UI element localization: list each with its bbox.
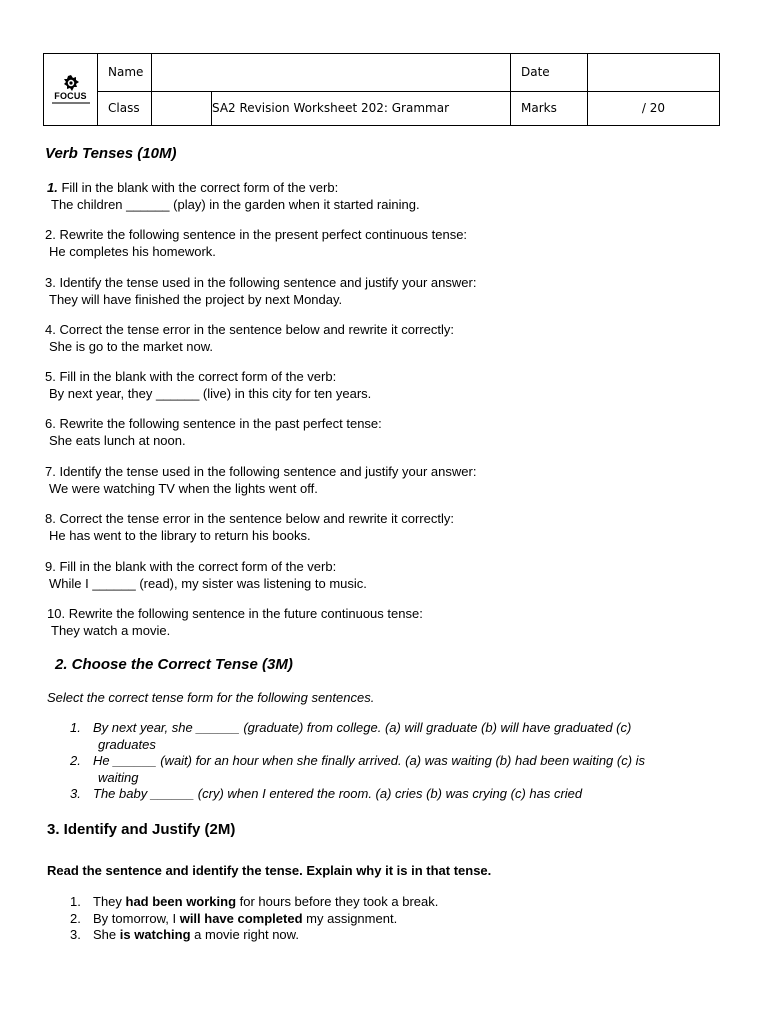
section2-heading: 2. Choose the Correct Tense (3M)	[55, 656, 293, 673]
item-text-continued: graduates	[98, 736, 156, 752]
section3-instructions: Read the sentence and identify the tense. Explain why it is in that tense.	[47, 863, 492, 878]
item-highlight: had been working	[125, 894, 237, 909]
logo-tagline	[52, 102, 90, 104]
question-sentence: While I ______ (read), my sister was listening to music.	[49, 576, 367, 591]
item-text-before: By tomorrow, I	[93, 910, 180, 926]
question-1	[47, 179, 420, 213]
question-3	[45, 274, 476, 308]
class-label: Class	[98, 91, 152, 125]
question-number: 2.	[45, 227, 56, 242]
item-number: 1.	[70, 720, 81, 735]
question-prompt: Fill in the blank with the correct form of the verb:	[59, 369, 337, 384]
question-sentence: She eats lunch at noon.	[49, 433, 186, 448]
item-text-after: a movie right now.	[190, 927, 299, 942]
question-prompt: Rewrite the following sentence in the present perfect continuous tense:	[59, 227, 468, 242]
section2-instructions: Select the correct tense form for the following sentences.	[47, 690, 375, 705]
question-prompt: Correct the tense error in the sentence below and rewrite it correctly:	[59, 322, 454, 337]
item-number: 3.	[70, 927, 81, 942]
list-item	[47, 720, 707, 753]
name-field[interactable]	[152, 54, 511, 92]
question-sentence: They will have finished the project by next Monday.	[49, 292, 343, 307]
question-sentence: We were watching TV when the lights went off.	[49, 481, 318, 496]
item-text: By next year, she ______ (graduate) from college. (a) will graduate (b) will have graduated (c)	[93, 720, 632, 735]
question-sentence: He completes his homework.	[49, 244, 216, 259]
question-number: 8.	[45, 511, 56, 526]
question-9	[45, 558, 367, 592]
item-number: 2.	[70, 753, 81, 768]
question-sentence: They watch a movie.	[51, 623, 171, 638]
logo-cell	[44, 54, 98, 126]
question-6	[45, 415, 382, 449]
marks-label: Marks	[511, 91, 588, 125]
question-number: 4.	[45, 322, 56, 337]
question-10	[47, 605, 423, 639]
item-text-after: my assignment.	[302, 910, 398, 926]
question-number: 5.	[45, 369, 56, 384]
worksheet-title: SA2 Revision Worksheet 202: Grammar	[212, 91, 511, 125]
marks-value: / 20	[588, 91, 720, 125]
item-text-continued: waiting	[98, 769, 139, 785]
list-item	[47, 911, 707, 928]
class-field[interactable]	[152, 91, 212, 125]
section3-list	[47, 894, 707, 944]
item-text-before: They	[93, 894, 126, 909]
question-prompt: Fill in the blank with the correct form of the verb:	[59, 559, 337, 574]
question-2	[45, 226, 467, 260]
question-sentence: He has went to the library to return his books.	[49, 528, 311, 543]
item-number: 3.	[70, 786, 81, 801]
question-number: 6.	[45, 416, 56, 431]
question-prompt: Correct the tense error in the sentence below and rewrite it correctly:	[59, 511, 454, 526]
section3-heading: 3. Identify and Justify (2M)	[47, 821, 236, 838]
question-number: 9.	[45, 559, 56, 574]
question-number: 1.	[47, 180, 58, 195]
item-text-before: She	[93, 927, 120, 942]
name-label: Name	[98, 54, 152, 92]
date-field[interactable]	[588, 54, 720, 92]
logo-wordmark: FOCUS	[54, 91, 87, 101]
section1-heading: Verb Tenses (10M)	[45, 145, 177, 162]
question-5	[45, 368, 371, 402]
item-number: 2.	[70, 910, 81, 926]
question-7	[45, 463, 476, 497]
school-logo	[50, 75, 92, 104]
item-text-after: for hours before they took a break.	[236, 894, 439, 909]
question-sentence: The children ______ (play) in the garden when it started raining.	[51, 197, 420, 212]
question-sentence: She is go to the market now.	[49, 339, 214, 354]
focus-gear-logo-icon	[63, 75, 79, 91]
question-number: 10.	[47, 606, 66, 621]
item-text: The baby ______ (cry) when I entered the room. (a) cries (b) was crying (c) has cried	[93, 786, 583, 801]
question-number: 3.	[45, 275, 56, 290]
item-highlight: is watching	[119, 927, 191, 942]
list-item	[47, 894, 707, 911]
question-4	[45, 321, 454, 355]
item-text: He ______ (wait) for an hour when she finally arrived. (a) was waiting (b) had been waiting (c) is	[93, 753, 646, 768]
header-table	[43, 53, 720, 126]
list-item	[47, 753, 707, 786]
question-prompt: Identify the tense used in the following sentence and justify your answer:	[59, 464, 477, 479]
list-item	[47, 786, 707, 803]
question-prompt: Identify the tense used in the following sentence and justify your answer:	[59, 275, 477, 290]
question-prompt: Rewrite the following sentence in the future continuous tense:	[68, 606, 423, 621]
section2-list	[47, 720, 707, 803]
item-number: 1.	[70, 894, 81, 909]
question-sentence: By next year, they ______ (live) in this city for ten years.	[49, 386, 372, 401]
list-item	[47, 927, 707, 944]
item-highlight: will have completed	[179, 910, 303, 926]
date-label: Date	[511, 54, 588, 92]
question-prompt: Rewrite the following sentence in the past perfect tense:	[59, 416, 382, 431]
question-8	[45, 510, 454, 544]
question-number: 7.	[45, 464, 56, 479]
question-prompt: Fill in the blank with the correct form of the verb:	[61, 180, 339, 195]
